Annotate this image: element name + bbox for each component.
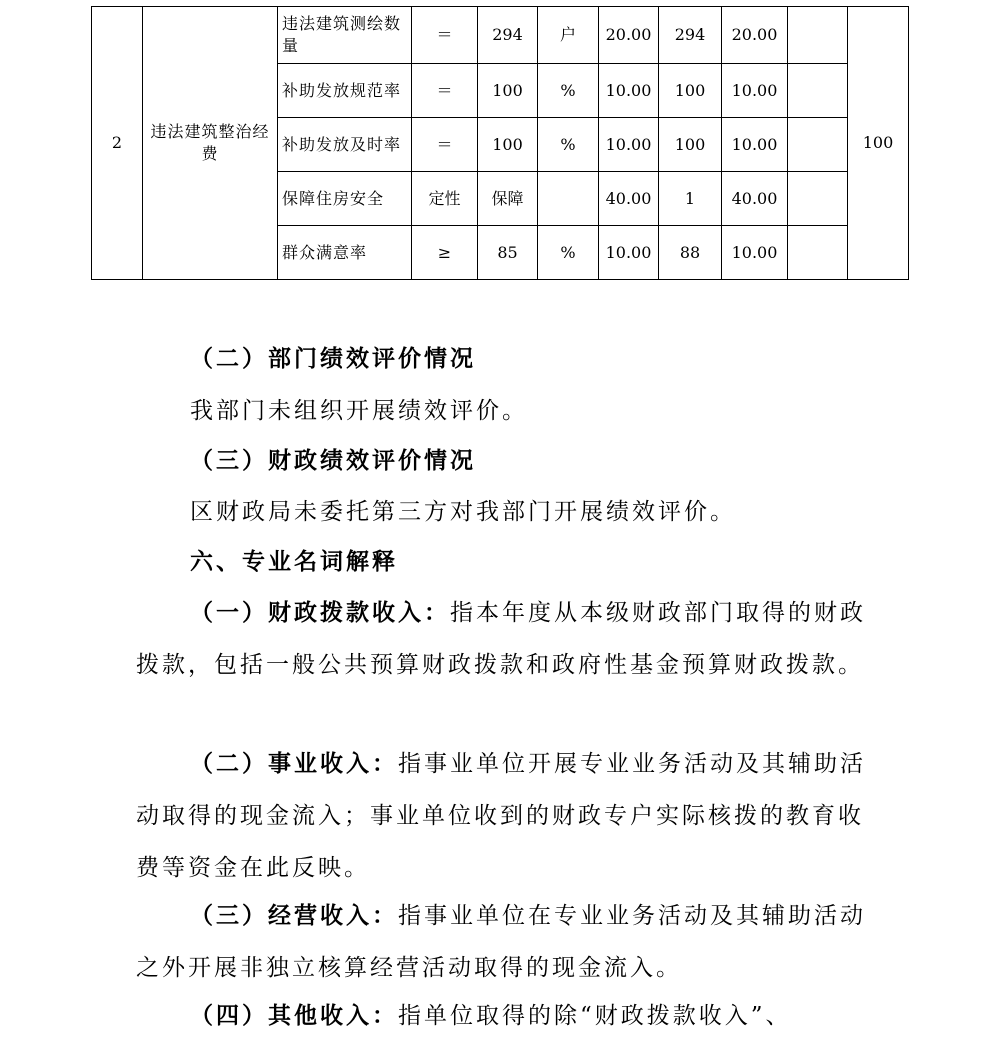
score-cell: 20.00 [722, 7, 788, 64]
term-operating-income [136, 890, 876, 994]
operator-cell: 定性 [412, 172, 478, 226]
actual-cell: 100 [659, 64, 722, 118]
unit-cell [538, 172, 599, 226]
operator-cell: ≥ [412, 226, 478, 280]
indicator-cell: 补助发放规范率 [278, 64, 412, 118]
actual-cell: 1 [659, 172, 722, 226]
score-cell: 10.00 [722, 226, 788, 280]
dept-eval-heading: （二）部门绩效评价情况 [190, 345, 476, 372]
indicator-cell: 补助发放及时率 [278, 118, 412, 172]
target-cell: 85 [478, 226, 538, 280]
weight-cell: 40.00 [599, 172, 659, 226]
term-text: 指事业单位开展专业业务活动及其辅助活动取得的现金流入；事业单位收到的财政专户实际核拨的教育收费等资金在此反映。 [136, 751, 866, 881]
indicator-cell: 违法建筑测绘数量 [278, 7, 412, 64]
term-financial-appropriation [136, 587, 876, 691]
note-cell [788, 7, 848, 64]
term-text: 指单位取得的除“财政拨款收入”、 [398, 1003, 792, 1029]
term-business-income [136, 738, 876, 894]
actual-cell: 88 [659, 226, 722, 280]
target-cell: 294 [478, 7, 538, 64]
weight-cell: 10.00 [599, 118, 659, 172]
term-label: （二）事业收入： [190, 750, 398, 777]
performance-table [91, 6, 909, 280]
terms-heading: 六、专业名词解释 [190, 548, 398, 575]
target-cell: 100 [478, 118, 538, 172]
note-cell [788, 118, 848, 172]
row-number-cell: 2 [92, 7, 143, 280]
target-cell: 保障 [478, 172, 538, 226]
weight-cell: 20.00 [599, 7, 659, 64]
unit-cell: 户 [538, 7, 599, 64]
term-text: 指本年度从本级财政部门取得的财政拨款，包括一般公共预算财政拨款和政府性基金预算财政拨款。 [136, 600, 866, 678]
weight-cell: 10.00 [599, 226, 659, 280]
term-label: （四）其他收入： [190, 1002, 398, 1029]
dept-eval-text: 我部门未组织开展绩效评价。 [190, 398, 528, 424]
fin-eval-heading: （三）财政绩效评价情况 [190, 447, 476, 474]
score-cell: 10.00 [722, 64, 788, 118]
overall-score-cell: 100 [848, 7, 909, 280]
actual-cell: 100 [659, 118, 722, 172]
table-row [92, 7, 909, 64]
note-cell [788, 172, 848, 226]
term-label: （一）财政拨款收入： [190, 599, 450, 626]
unit-cell: % [538, 118, 599, 172]
term-text: 指事业单位在专业业务活动及其辅助活动之外开展非独立核算经营活动取得的现金流入。 [136, 903, 866, 981]
indicator-cell: 群众满意率 [278, 226, 412, 280]
note-cell [788, 64, 848, 118]
fin-eval-text: 区财政局未委托第三方对我部门开展绩效评价。 [190, 499, 736, 525]
operator-cell: ＝ [412, 118, 478, 172]
unit-cell: % [538, 226, 599, 280]
score-cell: 40.00 [722, 172, 788, 226]
indicator-cell: 保障住房安全 [278, 172, 412, 226]
term-other-income [136, 990, 876, 1042]
term-label: （三）经营收入： [190, 902, 398, 929]
unit-cell: % [538, 64, 599, 118]
project-name-cell: 违法建筑整治经费 [143, 7, 278, 280]
operator-cell: ＝ [412, 7, 478, 64]
target-cell: 100 [478, 64, 538, 118]
note-cell [788, 226, 848, 280]
score-cell: 10.00 [722, 118, 788, 172]
actual-cell: 294 [659, 7, 722, 64]
weight-cell: 10.00 [599, 64, 659, 118]
operator-cell: ＝ [412, 64, 478, 118]
